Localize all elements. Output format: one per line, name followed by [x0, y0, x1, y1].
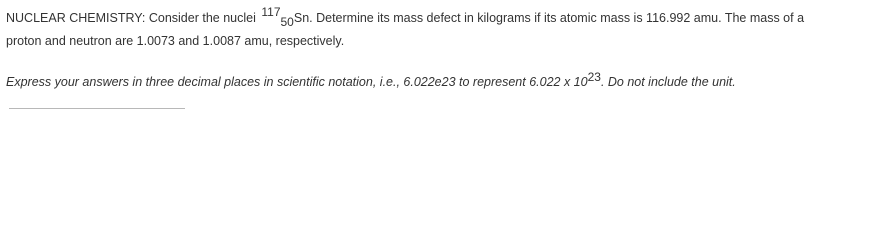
nuclide-notation	[261, 7, 309, 30]
question-line-1	[6, 7, 886, 30]
atomic-number: 50	[280, 15, 294, 29]
instruction-text: Express your answers in three decimal places in scientific notation, i.e., 6.022e23 to represent 6.022 x 10	[6, 75, 588, 89]
element-symbol: Sn	[293, 11, 310, 25]
question-line-1-rest: . Determine its mass defect in kilograms if its atomic mass is 116.992 amu. The mass of a	[309, 11, 805, 25]
question-line-2: proton and neutron are 1.0073 and 1.0087 amu, respectively.	[6, 34, 345, 48]
mass-number: 117	[261, 5, 281, 19]
answer-instruction	[6, 70, 736, 89]
answer-input-line[interactable]	[9, 108, 185, 109]
question-prefix: NUCLEAR CHEMISTRY: Consider the nuclei	[6, 11, 256, 25]
instruction-exponent: 23	[587, 70, 601, 84]
instruction-text-end: . Do not include the unit.	[600, 75, 736, 89]
question-text	[6, 7, 886, 53]
